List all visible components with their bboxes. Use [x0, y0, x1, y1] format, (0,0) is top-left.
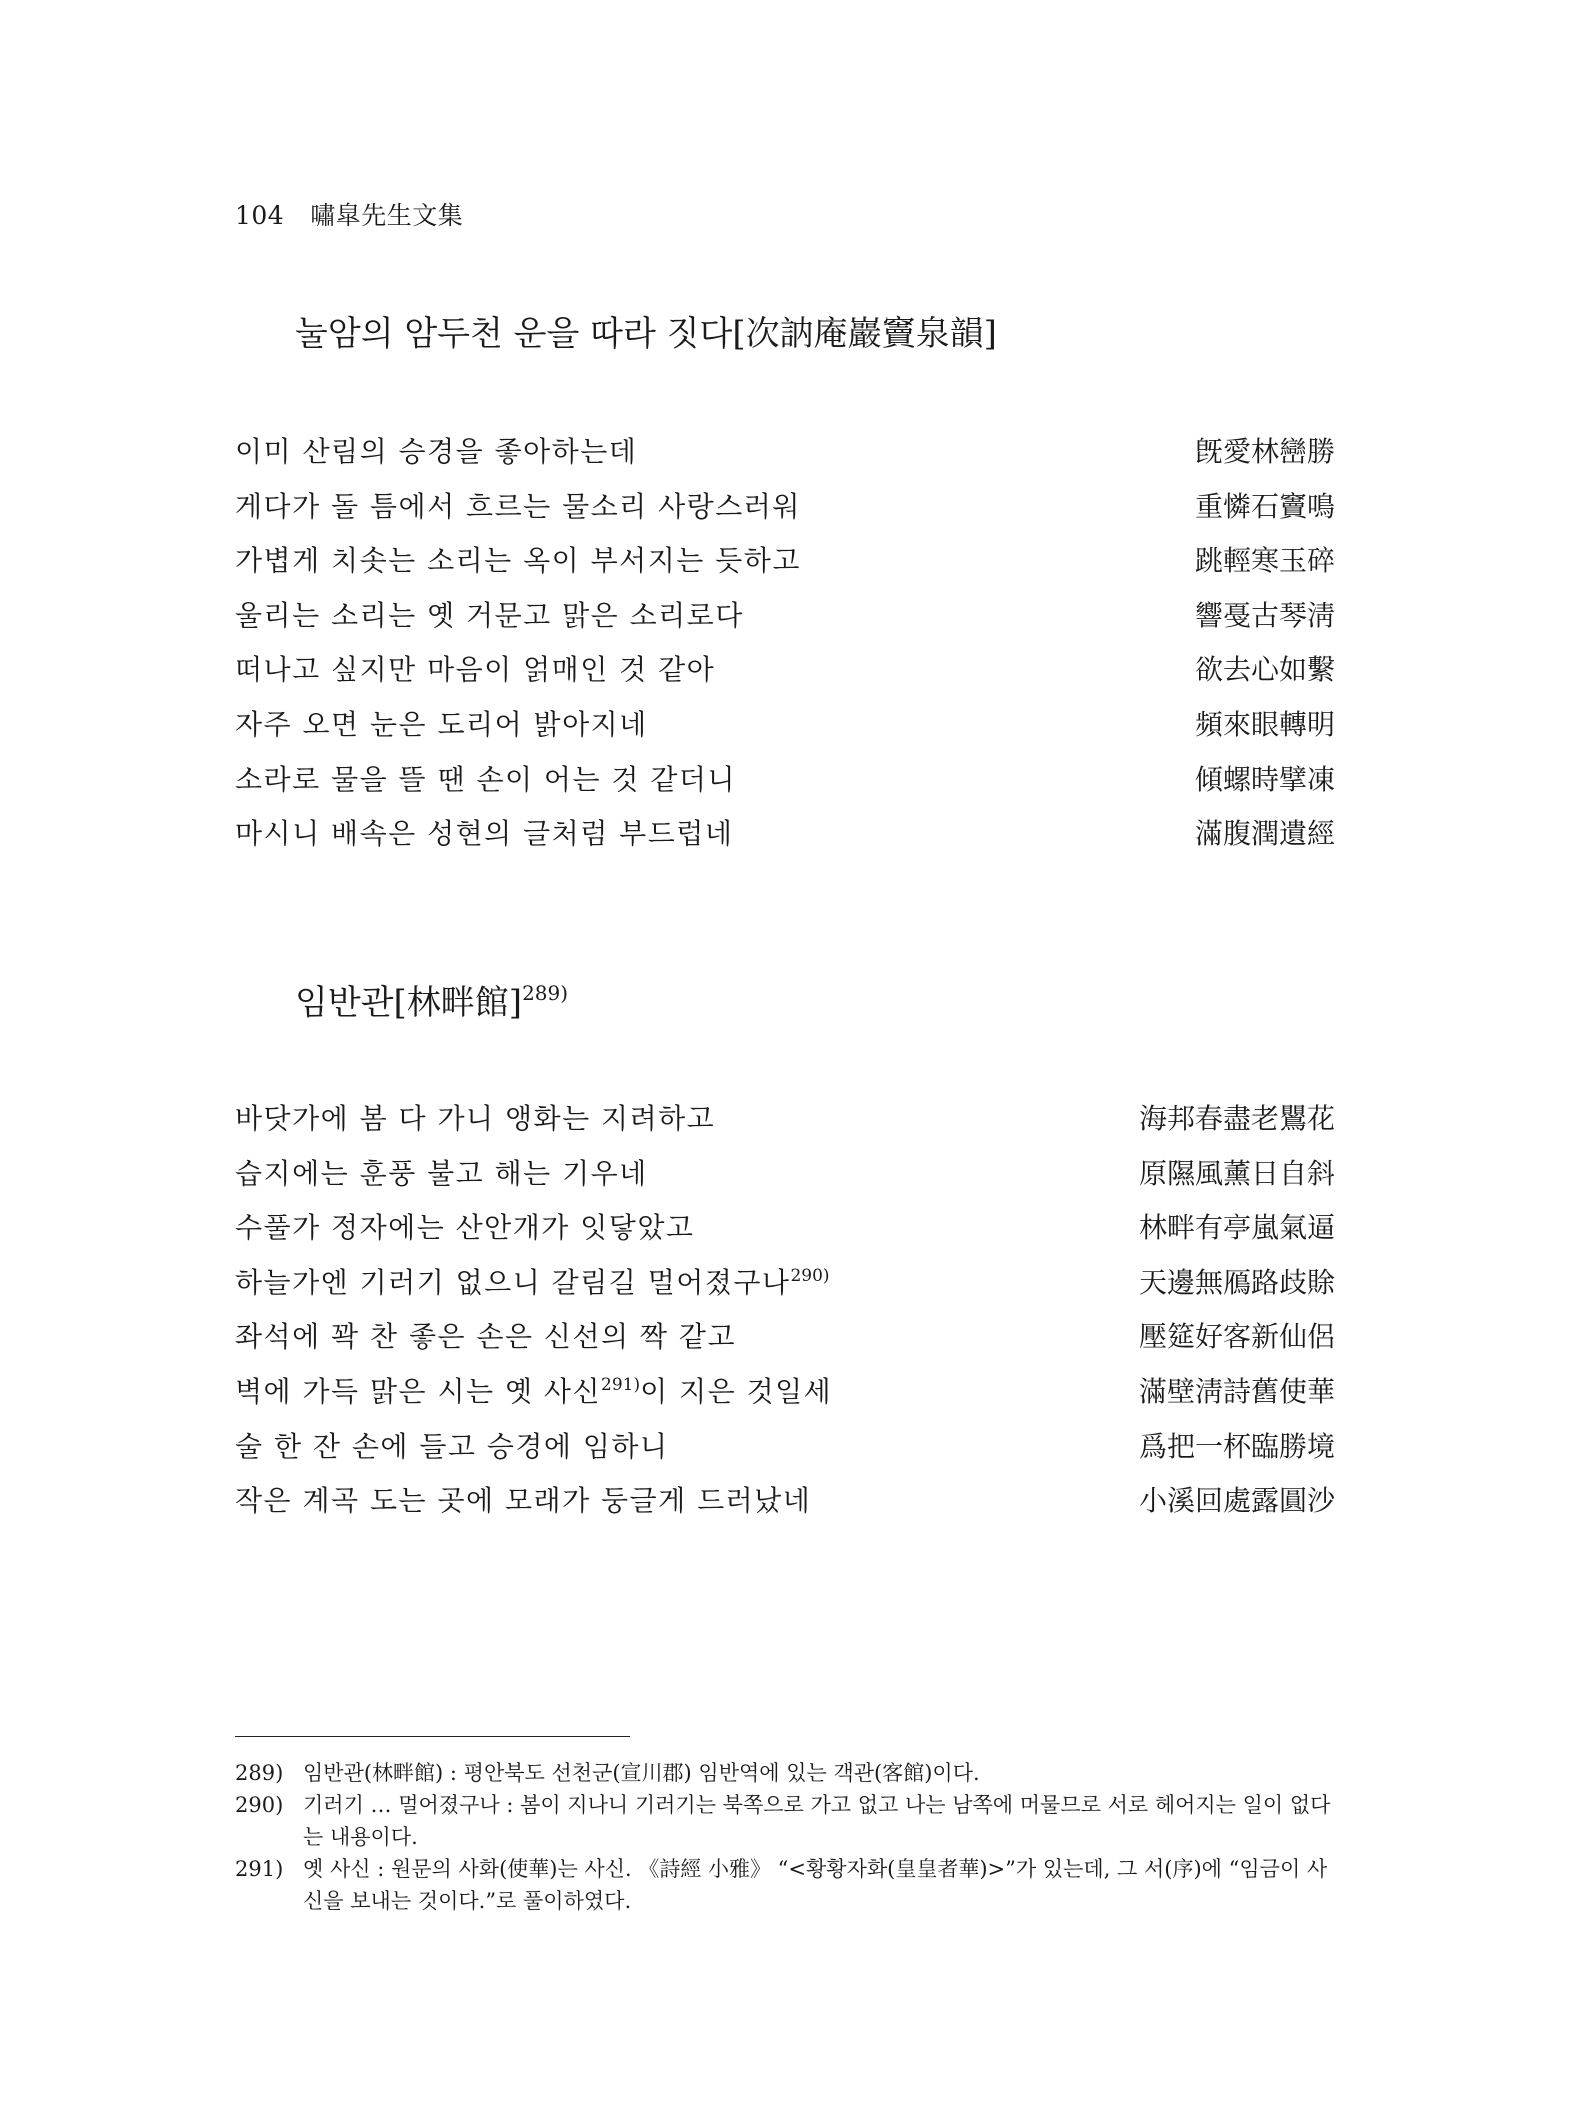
hanja-line: 爲把一杯臨勝境 — [1138, 1429, 1335, 1463]
footnote — [235, 1853, 1335, 1917]
hanja-line: 壓筵好客新仙侶 — [1138, 1320, 1335, 1354]
korean-line-text-after: 이 지은 것일세 — [640, 1374, 833, 1408]
footnote-divider — [235, 1736, 630, 1737]
hanja-line: 旣愛林巒勝 — [1194, 435, 1335, 468]
hanja-line: 小溪回處露圓沙 — [1138, 1484, 1335, 1518]
poem-line — [235, 1206, 1335, 1261]
poem-title — [295, 306, 997, 355]
poem-line — [235, 648, 1335, 703]
poem-lines — [235, 430, 1335, 867]
korean-line: 떠나고 싶지만 마음이 얽매인 것 같아 — [235, 653, 716, 687]
hanja-line: 海邦春盡老鸎花 — [1138, 1102, 1335, 1135]
poem-line — [235, 1152, 1335, 1207]
poem-title — [295, 975, 568, 1024]
poem-line — [235, 812, 1335, 867]
footnotes — [235, 1757, 1335, 1917]
footnote-text: 기러기 … 멀어졌구나 : 봄이 지나니 기러기는 북쪽으로 가고 없고 나는 남쪽에 머물므로 서로 헤어지는 일이 없다는 내용이다. — [303, 1793, 1331, 1849]
page-number: 104 — [235, 201, 285, 230]
korean-line: 이미 산림의 승경을 좋아하는데 — [235, 435, 638, 468]
hanja-line: 重憐石竇鳴 — [1194, 489, 1335, 523]
korean-line-text: 벽에 가득 맑은 시는 옛 사신 — [235, 1374, 602, 1408]
korean-line — [235, 1315, 736, 1355]
poem-line — [235, 485, 1335, 540]
korean-line — [235, 1097, 715, 1137]
korean-line-text: 작은 계곡 도는 곳에 모래가 둥글게 드러났네 — [235, 1484, 812, 1518]
book-title: 嘯皐先生文集 — [310, 201, 464, 230]
korean-line — [235, 1479, 811, 1519]
footnote-number: 291) — [235, 1857, 284, 1881]
footnote — [235, 1757, 1335, 1789]
footnote-number: 289) — [235, 1761, 284, 1785]
poem-line — [235, 1261, 1335, 1316]
poem-line — [235, 758, 1335, 813]
hanja-line: 傾螺時擘凍 — [1194, 762, 1335, 796]
footnote-ref[interactable]: 290) — [790, 1265, 830, 1286]
footnote-ref[interactable]: 291) — [601, 1374, 641, 1395]
poem-lines — [235, 1097, 1335, 1534]
poem-line — [235, 430, 1335, 485]
korean-line-text: 좌석에 꽉 찬 좋은 손은 신선의 짝 같고 — [235, 1320, 737, 1354]
poem-line — [235, 1479, 1335, 1534]
korean-line — [235, 1261, 830, 1301]
footnote-ref[interactable]: 289) — [522, 981, 569, 1005]
hanja-line: 滿腹潤遺經 — [1194, 817, 1335, 851]
korean-line: 소라로 물을 뜰 땐 손이 어는 것 같더니 — [235, 762, 737, 796]
korean-line: 울리는 소리는 옛 거문고 맑은 소리로다 — [235, 598, 744, 632]
poem-line — [235, 539, 1335, 594]
poem-line — [235, 594, 1335, 649]
korean-line — [235, 1425, 669, 1465]
hanja-line: 林畔有亭嵐氣逼 — [1138, 1211, 1335, 1245]
korean-line: 마시니 배속은 성현의 글처럼 부드럽네 — [235, 817, 734, 851]
korean-line: 가볍게 치솟는 소리는 옥이 부서지는 듯하고 — [235, 544, 801, 578]
hanja-line: 滿壁淸詩舊使華 — [1138, 1374, 1335, 1408]
hanja-line: 響戞古琴淸 — [1194, 598, 1335, 632]
hanja-line: 原隰風薰日自斜 — [1138, 1156, 1335, 1190]
hanja-line: 跳輕寒玉碎 — [1194, 544, 1335, 578]
korean-line-text: 습지에는 훈풍 불고 해는 기우네 — [235, 1156, 648, 1190]
korean-line-text: 수풀가 정자에는 산안개가 잇닿았고 — [235, 1211, 695, 1245]
footnote-text: 임반관(林畔館) : 평안북도 선천군(宣川郡) 임반역에 있는 객관(客館)이다. — [303, 1761, 980, 1785]
korean-line — [235, 1206, 694, 1246]
poem-line — [235, 1315, 1335, 1370]
footnote-number: 290) — [235, 1793, 284, 1817]
running-head — [235, 196, 463, 232]
hanja-line: 天邊無鴈路歧賖 — [1138, 1265, 1335, 1299]
footnote-text: 옛 사신 : 원문의 사화(使華)는 사신. 《詩經 小雅》 “<황황자화(皇皇者華)>”가 있는데, 그 서(序)에 “임금이 사신을 보내는 것이다.”로 풀이하였다. — [303, 1857, 1328, 1913]
korean-line: 자주 오면 눈은 도리어 밝아지네 — [235, 707, 648, 741]
poem-title-text: 눌암의 암두천 운을 따라 짓다[次訥庵巖竇泉韻] — [295, 314, 997, 354]
footnote — [235, 1789, 1335, 1853]
hanja-line: 頻來眼轉明 — [1194, 707, 1335, 741]
poem-line — [235, 703, 1335, 758]
korean-line: 게다가 돌 틈에서 흐르는 물소리 사랑스러워 — [235, 489, 801, 523]
korean-line-text: 하늘가엔 기러기 없으니 갈림길 멀어졌구나 — [235, 1265, 791, 1299]
poem-line — [235, 1370, 1335, 1425]
poem-line — [235, 1097, 1335, 1152]
poem-line — [235, 1425, 1335, 1480]
korean-line-text: 바닷가에 봄 다 가니 앵화는 지려하고 — [235, 1102, 716, 1135]
hanja-line: 欲去心如繫 — [1194, 653, 1335, 687]
poem-title-text: 임반관[林畔館] — [295, 983, 523, 1023]
korean-line — [235, 1152, 648, 1192]
korean-line-text: 술 한 잔 손에 들고 승경에 임하니 — [235, 1429, 669, 1463]
korean-line — [235, 1370, 832, 1410]
